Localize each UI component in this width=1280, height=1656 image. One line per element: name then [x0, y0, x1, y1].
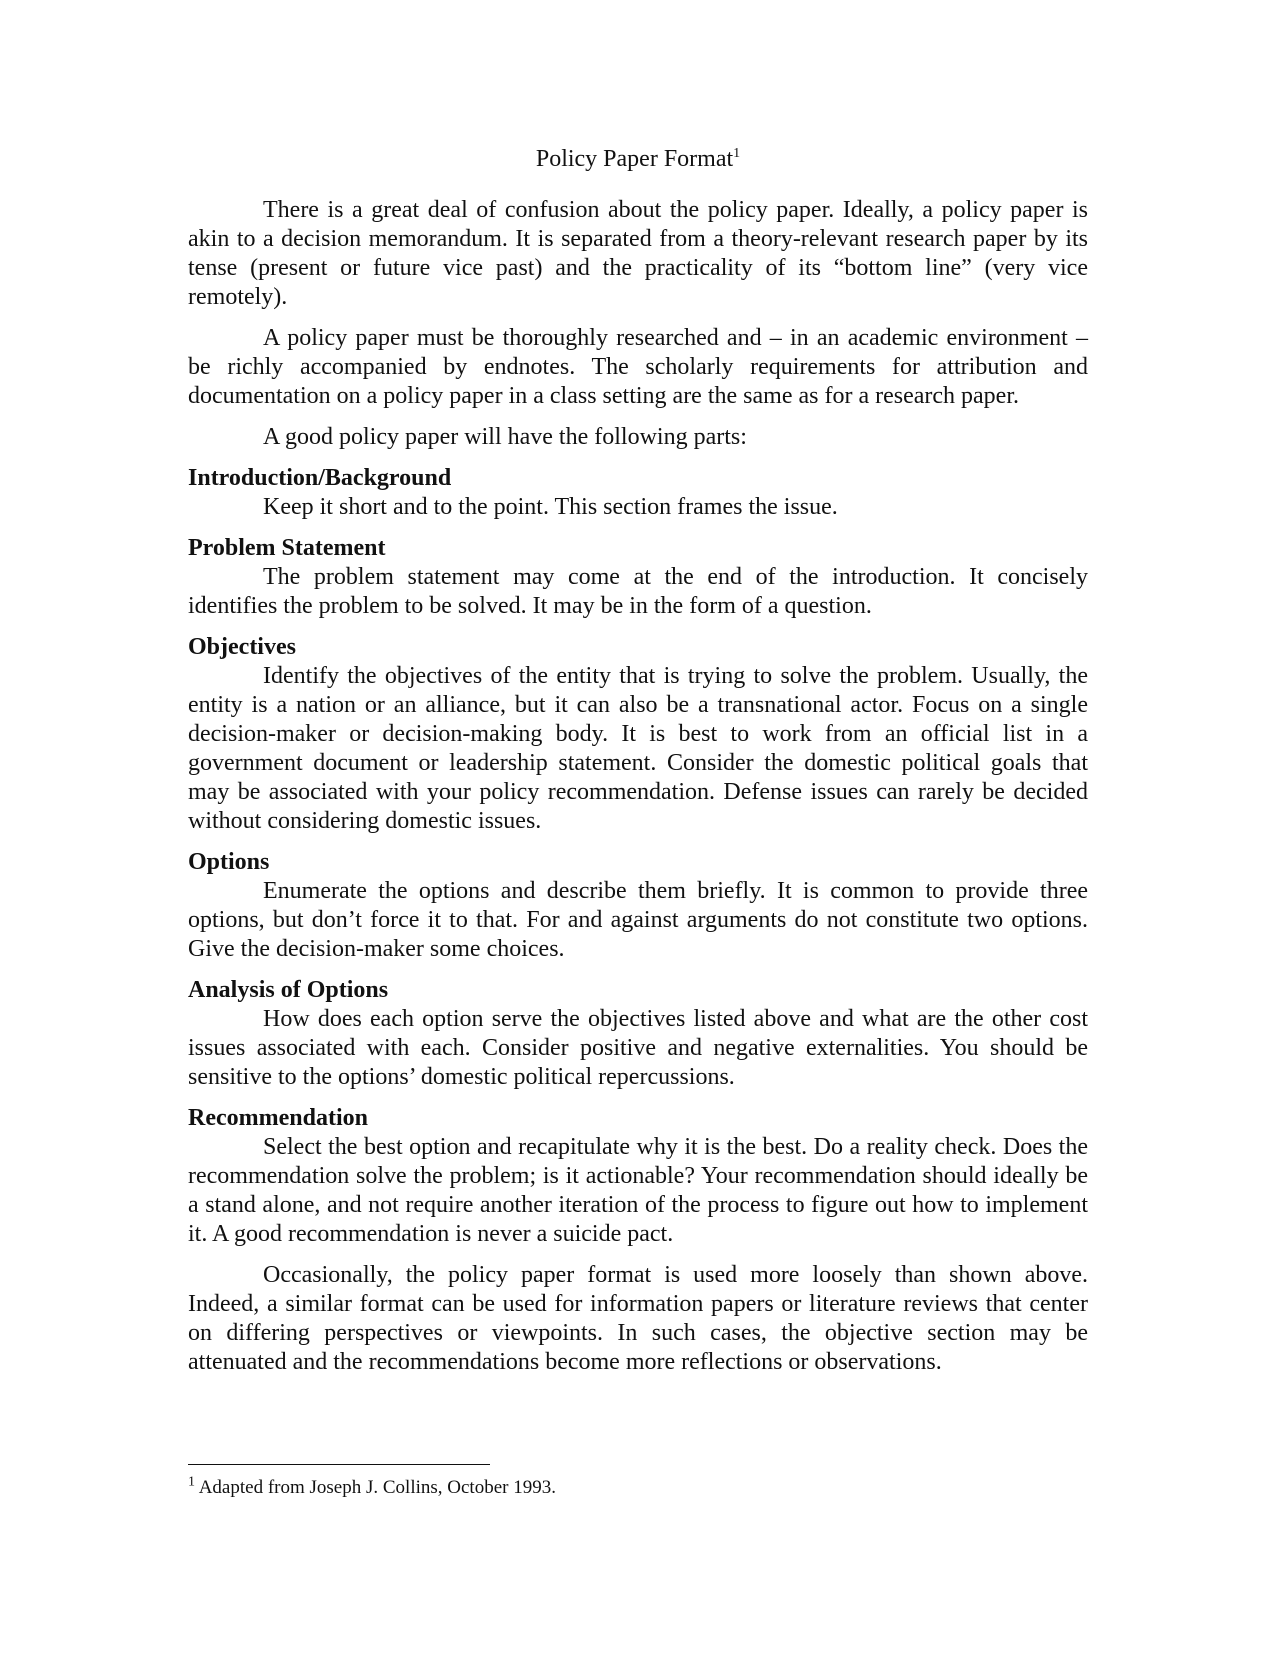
section-heading: Options	[188, 849, 270, 875]
section-body: The problem statement may come at the end of the introduction. It concisely identifies the problem to be solved. It may be in the form of a question.	[188, 564, 1088, 619]
footnote-divider	[188, 1464, 490, 1465]
section-heading: Recommendation	[188, 1105, 368, 1131]
intro-paragraph-2: A policy paper must be thoroughly researched and – in an academic environment – be richly accompanied by endnotes. The scholarly requirements for attribution and documentation on a policy paper in a class setting are the same as for a research paper.	[188, 325, 1088, 409]
document-page	[188, 145, 1088, 1377]
section-body: Keep it short and to the point. This section frames the issue.	[263, 494, 838, 520]
section-options	[188, 848, 1088, 964]
intro-paragraph-3: A good policy paper will have the following parts:	[263, 424, 747, 450]
section-heading: Objectives	[188, 634, 296, 660]
document-title-text: Policy Paper Format	[535, 146, 734, 172]
closing-paragraph: Occasionally, the policy paper format is used more loosely than shown above. Indeed, a similar format can be used for information papers or literature reviews that center on differing perspectives or viewpoints. In such cases, the objective section may be attenuated and the recommendations become more reflections or observations.	[188, 1262, 1088, 1375]
section-heading: Introduction/Background	[188, 465, 452, 491]
footnote-text: Adapted from Joseph J. Collins, October 1993.	[198, 1477, 556, 1498]
section-analysis-of-options	[188, 976, 1088, 1092]
section-body: Identify the objectives of the entity that is trying to solve the problem. Usually, the entity is a nation or an alliance, but it can also be a transnational actor. Focus on a single decision-maker or decision-making body. It is best to work from an official list in a government document or leadership statement. Consider the domestic political goals that may be associated with your policy recommendation. Defense issues can rarely be decided without considering domestic issues.	[188, 663, 1088, 834]
section-heading: Analysis of Options	[188, 977, 389, 1003]
intro-paragraph-1: There is a great deal of confusion about the policy paper. Ideally, a policy paper is akin to a decision memorandum. It is separated from a theory-relevant research paper by its tense (present or future vice past) and the practicality of its “bottom line” (very vice remotely).	[188, 197, 1088, 310]
footnote	[188, 1476, 556, 1500]
section-problem-statement	[188, 534, 1088, 621]
section-objectives	[188, 633, 1088, 836]
footnote-mark: 1	[188, 1474, 195, 1490]
section-heading: Problem Statement	[188, 535, 386, 561]
section-body: How does each option serve the objectives listed above and what are the other cost issues associated with each. Consider positive and negative externalities. You should be sensitive to the options’ domestic political repercussions.	[188, 1006, 1088, 1090]
section-recommendation	[188, 1104, 1088, 1249]
section-body: Select the best option and recapitulate why it is the best. Do a reality check. Does the recommendation solve the problem; is it actionable? Your recommendation should ideally be a stand alone, and not require another iteration of the process to figure out how to implement it. A good recommendation is never a suicide pact.	[188, 1134, 1088, 1247]
title-footnote-mark: 1	[733, 146, 741, 161]
document-title	[188, 145, 1088, 174]
section-body: Enumerate the options and describe them briefly. It is common to provide three options, but don’t force it to that. For and against arguments do not constitute two options. Give the decision-maker some choices.	[188, 878, 1088, 962]
section-introduction-background	[188, 464, 1088, 522]
